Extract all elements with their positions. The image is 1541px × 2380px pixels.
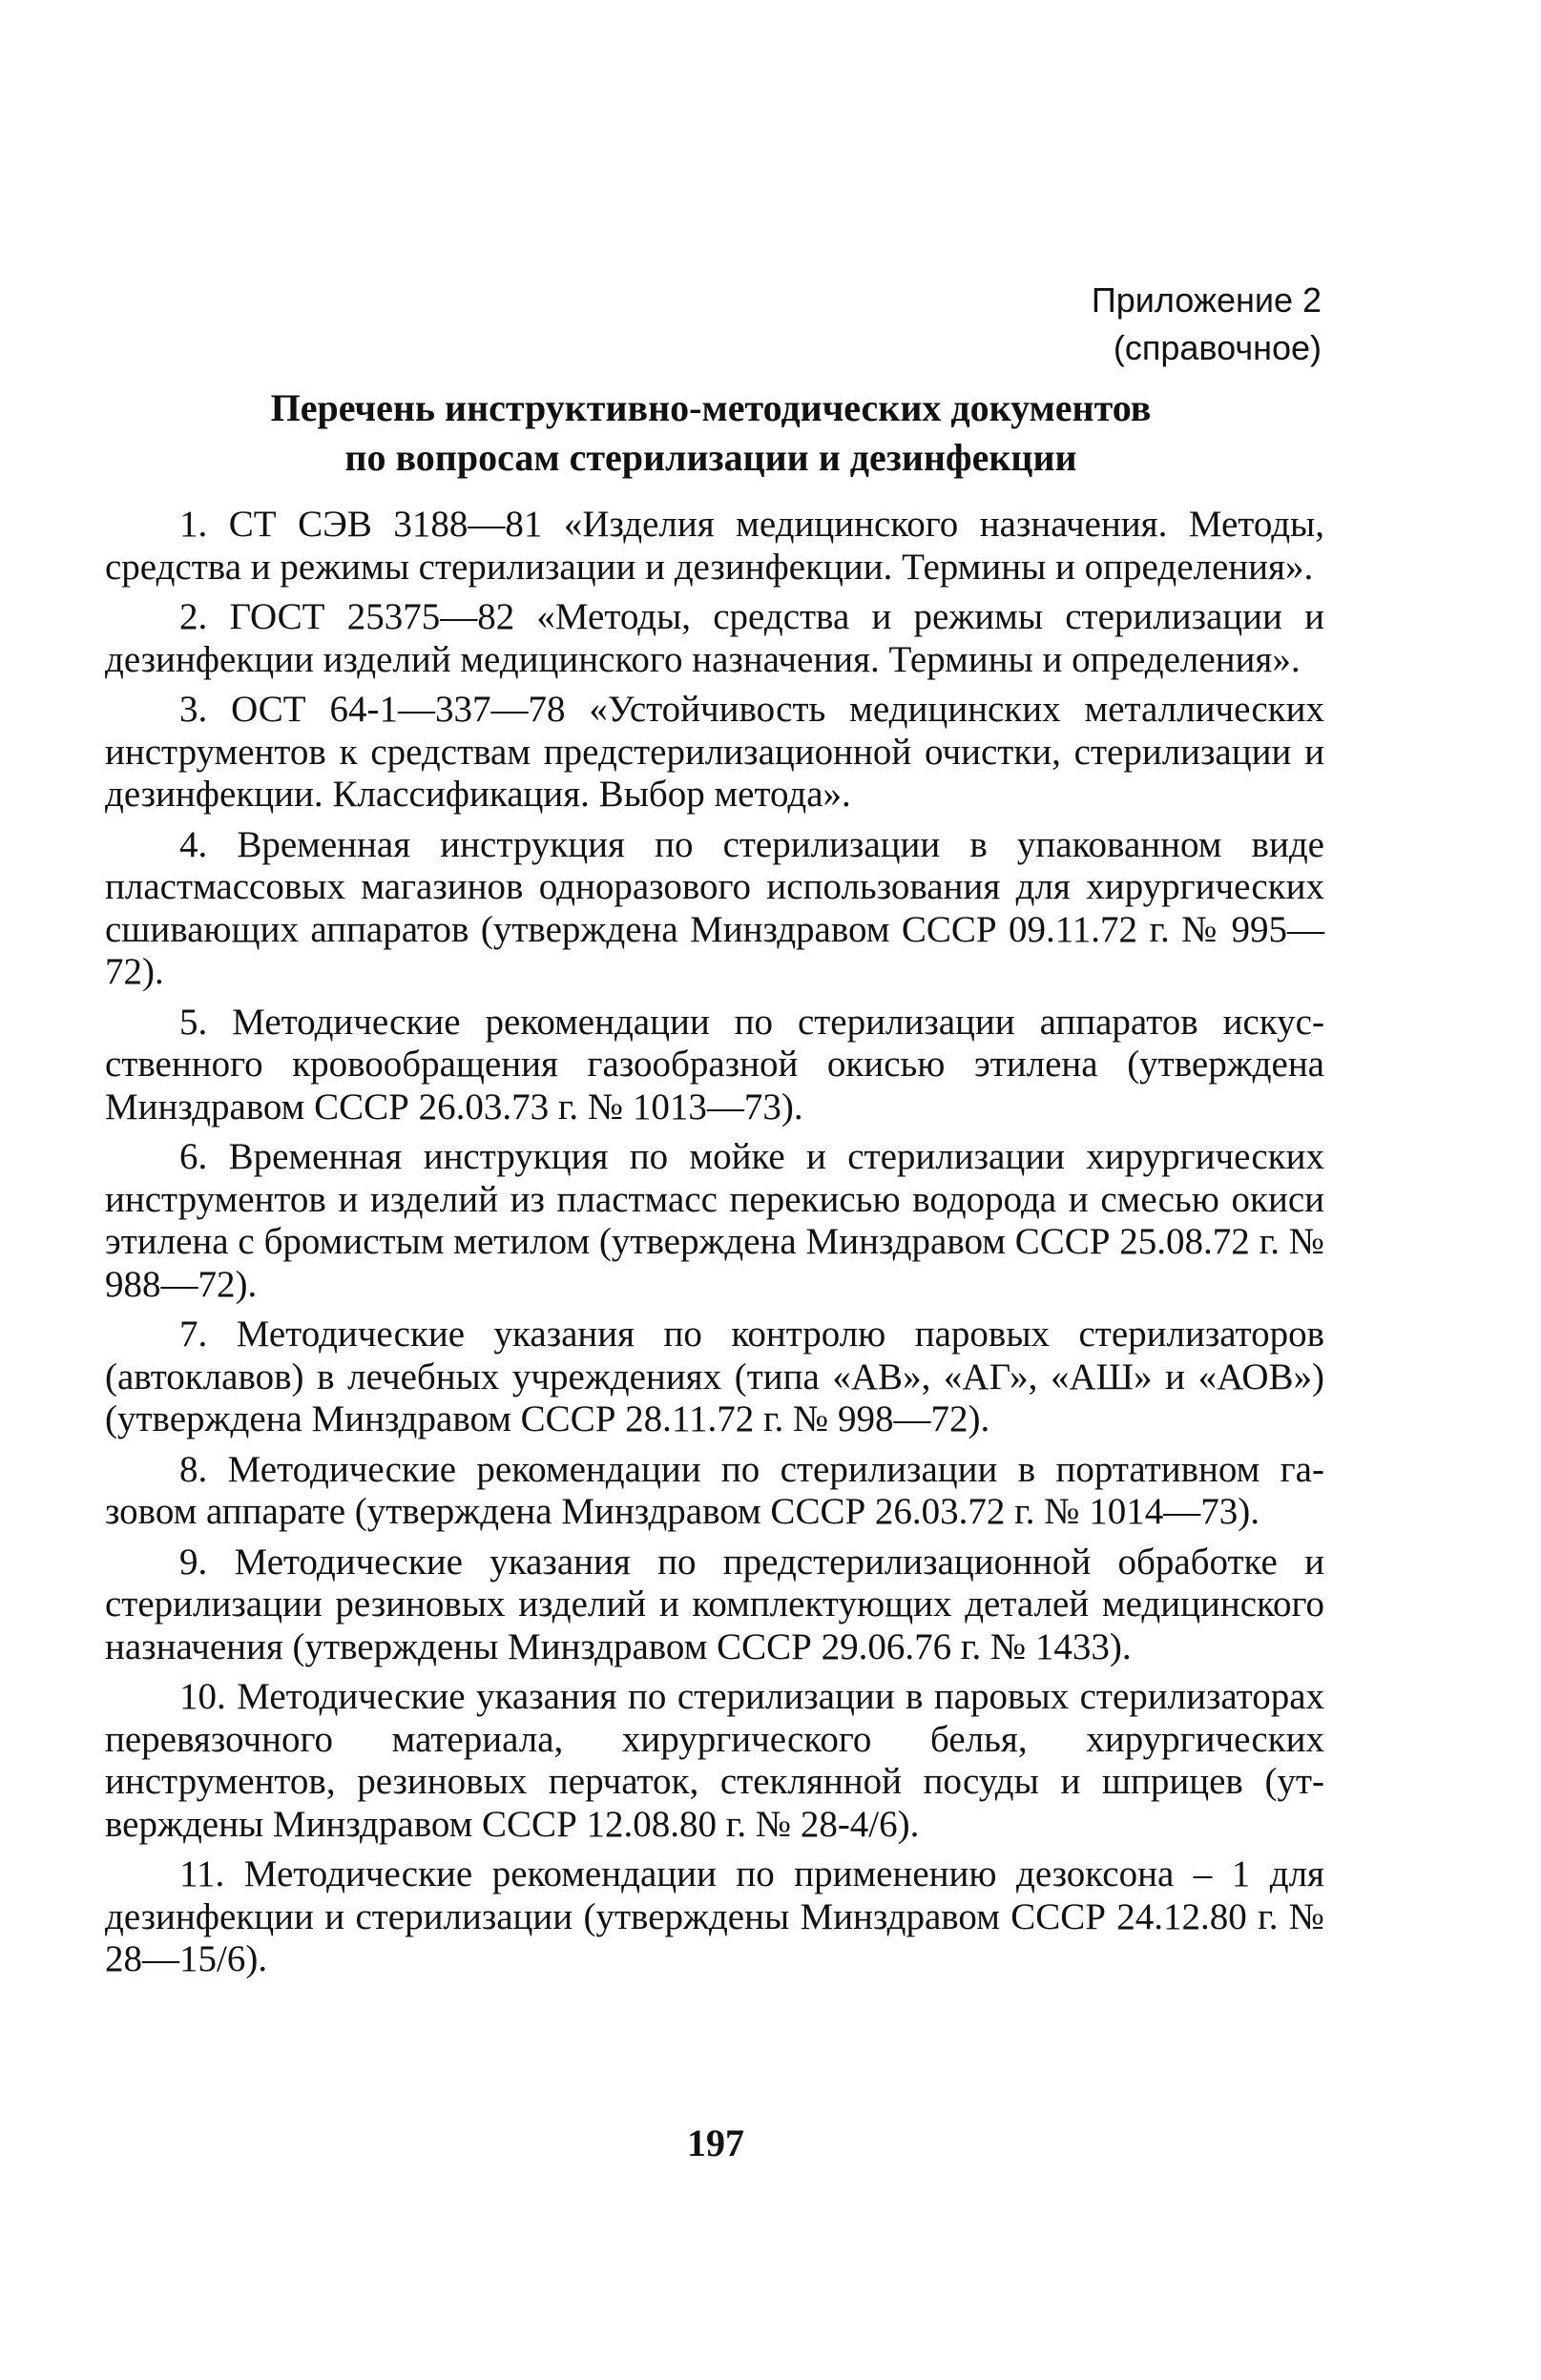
list-item-7: 7. Методические указания по контролю паровых стерилизаторов (автоклавов) в лечебных учреждениях (типа «АВ», «АГ», «АШ» и «АОВ») (утверждена Минздравом СССР 28.11.72 г. № 998—72). — [105, 1314, 1324, 1439]
list-item-9: 9. Методические указания по предстерилизационной обработке и стерилизации резиновых изделий и комплектующих деталей медицинского назначения (утверждены Минздравом СССР 29.06.76 г. № 1433). — [105, 1541, 1324, 1667]
list-item-10: 10. Методические указания по стерилизации в паровых стерилизаторах перевязочного материала, хирургического белья, хирургических инструментов, резиновых перчаток, стеклянной посуды и шприцев (утверждены Минздравом СССР 12.08.80 г. № 28-4/6). — [105, 1676, 1324, 1845]
title-line-2: по вопросам стерилизации и дезинфекции — [344, 436, 1077, 479]
list-item-4: 4. Временная инструкция по стерилизации в упакованном виде пластмассовых магазинов одноразового использования для хирургических сшивающих аппаратов (утверждена Минздравом СССР 09.11.72 г. № 995—72). — [105, 823, 1324, 992]
list-item-8: 8. Методические рекомендации по стерилизации в портативном газовом аппарате (утверждена Минздравом СССР 26.03.72 г. № 1014—73). — [105, 1448, 1324, 1532]
list-item-5: 5. Методические рекомендации по стерилизации аппаратов искусственного кровообращения газообразной окисью этилена (утверждена Минздравом СССР 26.03.73 г. № 1013—73). — [105, 1001, 1324, 1128]
list-item-6: 6. Временная инструкция по мойке и стерилизации хирургических инструментов и изделий из пластмасс перекисью водорода и смесью окиси этилена с бромистым метилом (утверждена Минздравом СССР 25.08.72 г. № 988—72). — [105, 1136, 1324, 1305]
annex-label — [1092, 277, 1322, 372]
document-list — [105, 504, 1324, 1989]
annex-type: (справочное) — [1113, 328, 1322, 367]
list-item-3: 3. ОСТ 64-1—337—78 «Устойчивость медицинских металлических инструментов к средствам предстерилизационной очистки, стерилизации и дезинфекции. Классификация. Выбор метода». — [105, 689, 1324, 815]
list-item-2: 2. ГОСТ 25375—82 «Методы, средства и режимы стерилизации и дезинфекции изделий медицинского назначения. Термины и определения». — [105, 596, 1324, 680]
document-title — [105, 383, 1317, 483]
page-number: 197 — [687, 2121, 744, 2164]
list-item-1: 1. СТ СЭВ 3188—81 «Изделия медицинского назначения. Методы, средства и режимы стерилизации и дезинфекции. Термины и определения». — [105, 504, 1324, 588]
list-item-11: 11. Методические рекомендации по применению дезоксона – 1 для дезинфекции и стерилизации (утверждены Минздравом СССР 24.12.80 г. № 28—15/6). — [105, 1853, 1324, 1979]
title-line-1: Перечень инструктивно-методических документов — [270, 386, 1152, 429]
annex-number: Приложение 2 — [1091, 280, 1322, 320]
